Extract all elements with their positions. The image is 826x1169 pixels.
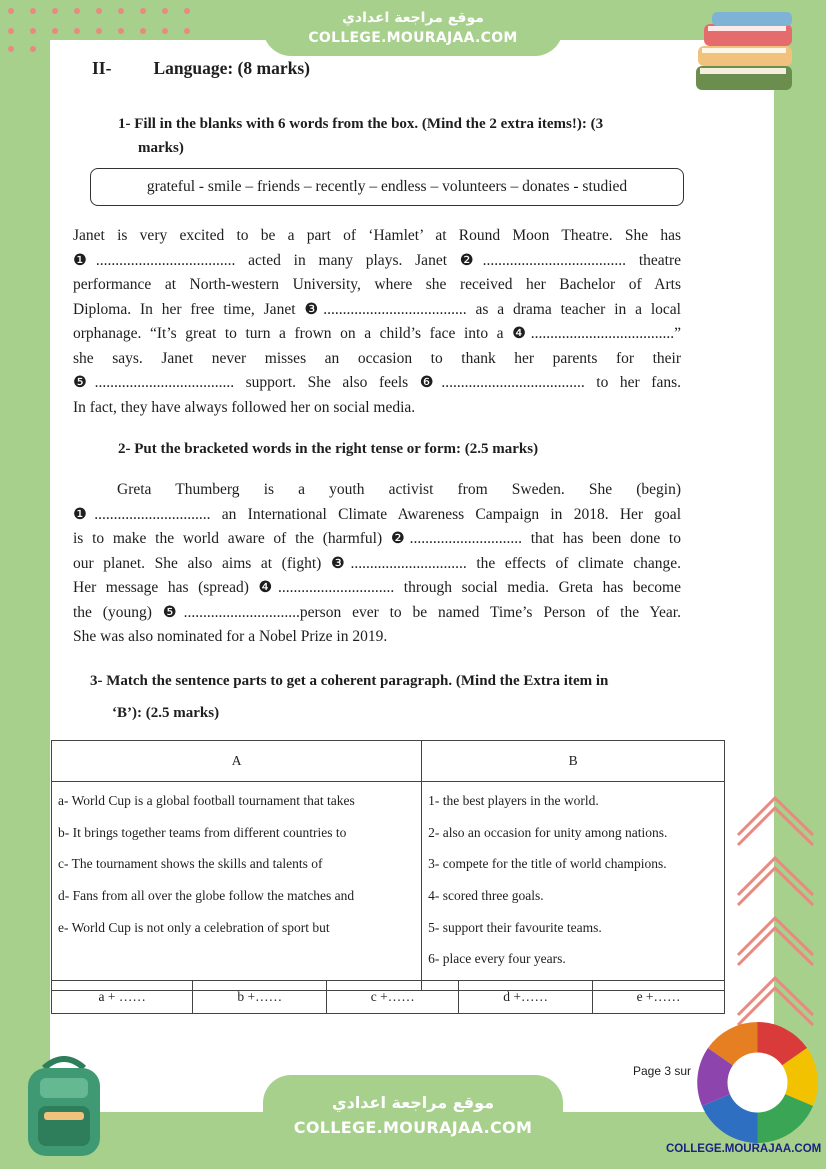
header-arabic: موقع مراجعة اعدادي (342, 10, 484, 26)
footer-arabic: موقع مراجعة اعدادي (331, 1093, 495, 1112)
answer-cell[interactable]: d +…… (459, 981, 593, 1014)
column-b (422, 782, 725, 991)
q3-title-line: 3- Match the sentence parts to get a coherent paragraph. (Mind the Extra item in (90, 673, 609, 689)
school-subjects-wheel-icon (695, 1020, 820, 1145)
sentence-part-b: 5- support their favourite teams. (428, 919, 602, 935)
sentence-part-b: 2- also an occasion for unity among nations. (428, 824, 668, 840)
section-title (92, 58, 310, 79)
text-line: performance at North-western University, where she received her Bachelor of Arts (73, 276, 681, 293)
text-line: Greta Thumberg is a youth activist from Sweden. She (begin) (117, 481, 681, 498)
sentence-part-b: 6- place every four years. (428, 951, 566, 967)
footer-url: COLLEGE.MOURAJAA.COM (293, 1118, 533, 1137)
sentence-part-a: e- World Cup is not only a celebration of sport but (58, 919, 330, 935)
q1-paragraph (73, 224, 681, 420)
text-line: is to make the world aware of the (harmful) ❷............................. that has been done to (73, 530, 681, 547)
answer-cell[interactable]: c +…… (327, 981, 459, 1014)
text-line: she says. Janet never misses an occasion to thank her parents for their (73, 349, 681, 367)
column-a-header: A (52, 741, 422, 782)
text-line: In fact, they have always followed her on social media. (73, 398, 416, 416)
text-line: orphanage. “It’s great to turn a frown on a child’s face into a ❹.....................................” (73, 325, 681, 342)
answer-row (51, 980, 725, 1014)
text-line: ❺.................................... support. She also feels ❻..................................... to her fans. (73, 374, 681, 391)
sentence-part-a: a- World Cup is a global football tournament that takes (58, 793, 355, 808)
answer-cell[interactable]: a + …… (52, 981, 193, 1014)
text-line: Diploma. In her free time, Janet ❸..................................... as a drama teacher in a local (73, 300, 681, 318)
brand-label: COLLEGE.MOURAJAA.COM (666, 1143, 822, 1155)
q1-title (118, 112, 688, 160)
sentence-part-a: c- The tournament shows the skills and talents of (58, 856, 323, 872)
text-line: Her message has (spread) ❹.............................. through social media. Greta has become (73, 579, 681, 596)
text-line: Janet is very excited to be a part of ‘Hamlet’ at Round Moon Theatre. She has (73, 227, 681, 244)
q3-title-line: ‘B’): (2.5 marks) (112, 705, 220, 721)
sentence-part-b: 3- compete for the title of world champions. (428, 856, 667, 872)
q2-title: 2- Put the bracketed words in the right tense or form: (2.5 marks) (118, 441, 539, 457)
q1-title-line: marks) (138, 140, 184, 156)
section-heading: Language: (8 marks) (153, 58, 310, 78)
sentence-part-b: 1- the best players in the world. (428, 793, 599, 808)
column-b-header: B (422, 741, 725, 782)
page-number: Page 3 sur (633, 1064, 692, 1078)
answer-cell[interactable]: b +…… (193, 981, 327, 1014)
section-number: II- (92, 58, 112, 78)
footer-banner[interactable] (263, 1075, 563, 1155)
chevron-up-icon (733, 790, 818, 1030)
text-line: the (young) ❺..............................person ever to be named Time’s Person of the Year. (73, 603, 681, 621)
matching-table (51, 740, 725, 991)
sentence-part-b: 4- scored three goals. (428, 888, 544, 904)
word-box: grateful - smile – friends – recently – endless – volunteers – donates - studied (90, 168, 684, 206)
header-url: COLLEGE.MOURAJAA.COM (308, 30, 518, 46)
text-line: our planet. She also aims at (fight) ❸.............................. the effects of climate change. (73, 554, 681, 572)
column-a (52, 782, 422, 991)
answer-cell[interactable]: e +…… (593, 981, 725, 1014)
q1-title-line: 1- Fill in the blanks with 6 words from the box. (Mind the 2 extra items!): (3 (118, 116, 604, 132)
text-line: She was also nominated for a Nobel Prize in 2019. (73, 628, 388, 645)
q3-title (90, 665, 608, 729)
text-line: ❶.............................. an International Climate Awareness Campaign in 2018. Her goal (73, 505, 681, 523)
sentence-part-a: d- Fans from all over the globe follow the matches and (58, 888, 355, 904)
q2-paragraph (73, 478, 681, 650)
sentence-part-a: b- It brings together teams from different countries to (58, 824, 347, 840)
text-line: ❶.................................... acted in many plays. Janet ❷..................................... theatre (73, 251, 681, 269)
backpack-icon (14, 1050, 114, 1162)
